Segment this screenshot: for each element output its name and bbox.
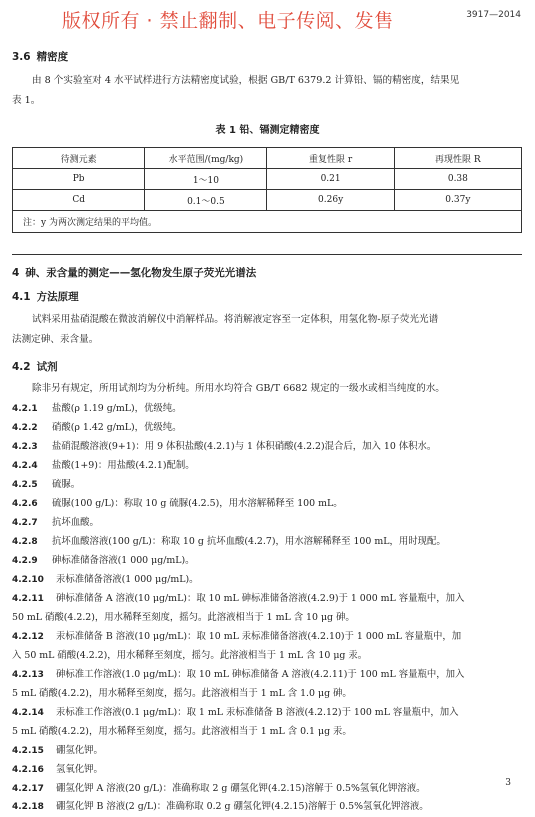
reagents-paragraph [12,379,520,399]
reagent-item-continuation [12,646,522,665]
item-text: 硼氢化钾。 [56,745,103,756]
table-cell: 0.21 [267,169,394,190]
item-text: 砷标准储备 A 溶液(10 μg/mL)：取 10 mL 砷标准储备溶液(4.2.9)于 1 000 mL 容量瓶中，加入 [56,593,465,604]
method-principle-paragraph [12,310,520,350]
reagent-item [12,456,522,476]
item-text: 硼氢化钾 B 溶液(2 g/L)：准确称取 0.2 g 硼氢化钾(4.2.15)溶解于 0.5%氢氧化钾溶液。 [56,801,429,812]
item-number: 4.2.16 [12,765,44,775]
item-number: 4.2.7 [12,518,38,528]
item-number: 4.2.17 [12,784,44,794]
item-text: 汞标准工作溶液(0.1 μg/mL)：取 1 mL 汞标准储备 B 溶液(4.2.12)于 100 mL 容量瓶中，加入 [56,707,459,718]
paragraph-line: 表 1。 [12,95,41,106]
item-text: 50 mL 硝酸(4.2.2)，用水稀释至刻度，摇匀。此溶液相当于 1 mL 含 10 μg 砷。 [12,612,355,623]
item-number: 4.2.14 [12,708,44,718]
item-text: 抗坏血酸。 [52,517,99,528]
item-text: 盐酸(ρ 1.19 g/mL)，优级纯。 [52,403,182,414]
item-number: 4.2.6 [12,499,38,509]
reagent-item-continuation [12,722,522,741]
table-header-cell: 待测元素 [13,148,145,169]
table-header-cell: 水平范围/(mg/kg) [145,148,267,169]
item-text: 抗坏血酸溶液(100 g/L)：称取 10 g 抗坏血酸(4.2.7)，用水溶解稀释至 100 mL，用时现配。 [52,536,446,547]
item-text: 入 50 mL 硝酸(4.2.2)，用水稀释至刻度，摇匀。此溶液相当于 1 mL 含 10 μg 汞。 [12,650,368,661]
reagent-item [12,475,522,495]
reagent-item [12,418,522,438]
table-header-row [13,148,522,169]
paragraph-line: 法测定砷、汞含量。 [12,334,99,345]
section-4-2-heading [12,359,58,374]
section-4-heading [12,265,256,280]
item-number: 4.2.4 [12,461,38,471]
standard-number: 3917—2014 [466,10,521,20]
reagent-item [12,513,522,533]
reagent-item-continuation [12,684,522,703]
item-number: 4.2.11 [12,594,44,604]
paragraph-line: 试料采用盐硝混酸在微波消解仪中消解样品。将消解液定容至一定体积，用氢化物-原子荧光光谱 [32,314,439,325]
reagent-item [12,570,522,590]
reagent-item [12,741,522,761]
paragraph-line: 由 8 个实验室对 4 水平试样进行方法精密度试验，根据 GB/T 6379.2 计算铅、镉的精密度，结果见 [32,75,460,86]
item-number: 4.2.1 [12,404,38,414]
table-cell: 0.38 [394,169,521,190]
table-cell: 1～10 [145,169,267,190]
item-number: 4.2.12 [12,632,44,642]
page-number: 3 [505,778,511,788]
item-text: 汞标准储备 B 溶液(10 μg/mL)：取 10 mL 汞标准储备溶液(4.2.10)于 1 000 mL 容量瓶中，加 [56,631,462,642]
precision-table [12,147,522,233]
reagent-item [12,779,522,799]
item-number: 4.2.5 [12,480,38,490]
reagent-item [12,703,522,723]
item-text: 砷标准储备溶液(1 000 μg/mL)。 [52,555,195,566]
item-text: 硫脲(100 g/L)：称取 10 g 硫脲(4.2.5)，用水溶解稀释至 100 mL。 [52,498,343,509]
table-cell: Cd [13,190,145,211]
item-number: 4.2.13 [12,670,44,680]
table-row [13,169,522,190]
reagent-item [12,760,522,780]
item-text: 汞标准储备溶液(1 000 μg/mL)。 [56,574,199,585]
reagent-item [12,551,522,571]
section-title: 精密度 [36,51,69,63]
section-4-1-heading [12,289,79,304]
reagent-item [12,399,522,419]
section-3-6-heading [12,49,68,64]
table-header-cell: 重复性限 r [267,148,394,169]
item-text: 硝酸(ρ 1.42 g/mL)，优级纯。 [52,422,182,433]
item-text: 5 mL 硝酸(4.2.2)，用水稀释至刻度，摇匀。此溶液相当于 1 mL 含 1.0 μg 砷。 [12,688,352,699]
table-cell: 0.37y [394,190,521,211]
section-number: 4.1 [12,291,31,303]
item-text: 砷标准工作溶液(1.0 μg/mL)：取 10 mL 砷标准储备 A 溶液(4.2.11)于 100 mL 容量瓶中，加入 [56,669,465,680]
item-text: 氢氧化钾。 [56,764,103,775]
item-text: 5 mL 硝酸(4.2.2)，用水稀释至刻度，摇匀。此溶液相当于 1 mL 含 0.1 μg 汞。 [12,726,352,737]
item-number: 4.2.8 [12,537,38,547]
reagent-item-continuation [12,608,522,627]
section-title: 试剂 [36,361,58,373]
table-row [13,190,522,211]
table-cell: 0.1～0.5 [145,190,267,211]
copyright-watermark: 版权所有 · 禁止翻制、电子传阅、发售 [62,10,394,32]
reagent-item [12,627,522,647]
section-number: 3.6 [12,51,31,63]
table-caption: 表 1 铅、镉测定精密度 [215,125,320,136]
item-number: 4.2.15 [12,746,44,756]
section-number: 4.2 [12,361,31,373]
item-text: 盐酸(1+9)：用盐酸(4.2.1)配制。 [52,460,195,471]
section-number: 4 [12,267,20,279]
reagent-item [12,437,522,457]
item-text: 硼氢化钾 A 溶液(20 g/L)：准确称取 2 g 硼氢化钾(4.2.15)溶解于 0.5%氢氧化钾溶液。 [56,783,426,794]
item-number: 4.2.2 [12,423,38,433]
table-note: 注：y 为两次测定结果的平均值。 [13,211,522,233]
item-text: 盐硝混酸溶液(9+1)：用 9 体积盐酸(4.2.1)与 1 体积硝酸(4.2.2)混合后，加入 10 体积水。 [52,441,437,452]
item-number: 4.2.10 [12,575,44,585]
section-title: 砷、汞含量的测定——氢化物发生原子荧光光谱法 [25,267,257,279]
reagent-item [12,494,522,514]
section-divider [12,254,522,255]
precision-paragraph [12,71,520,111]
reagent-item [12,532,522,552]
paragraph-line: 除非另有规定，所用试剂均为分析纯。所用水均符合 GB/T 6682 规定的一级水或相当纯度的水。 [32,383,445,394]
reagent-item [12,797,482,817]
table-cell: 0.26y [267,190,394,211]
item-text: 硫脲。 [52,479,81,490]
reagent-item [12,589,522,609]
table-note-row [13,211,522,233]
reagent-item [12,665,522,685]
item-number: 4.2.9 [12,556,38,566]
table-header-cell: 再现性限 R [394,148,521,169]
table-cell: Pb [13,169,145,190]
item-number: 4.2.3 [12,442,38,452]
item-number: 4.2.18 [12,802,44,812]
section-title: 方法原理 [36,291,79,303]
